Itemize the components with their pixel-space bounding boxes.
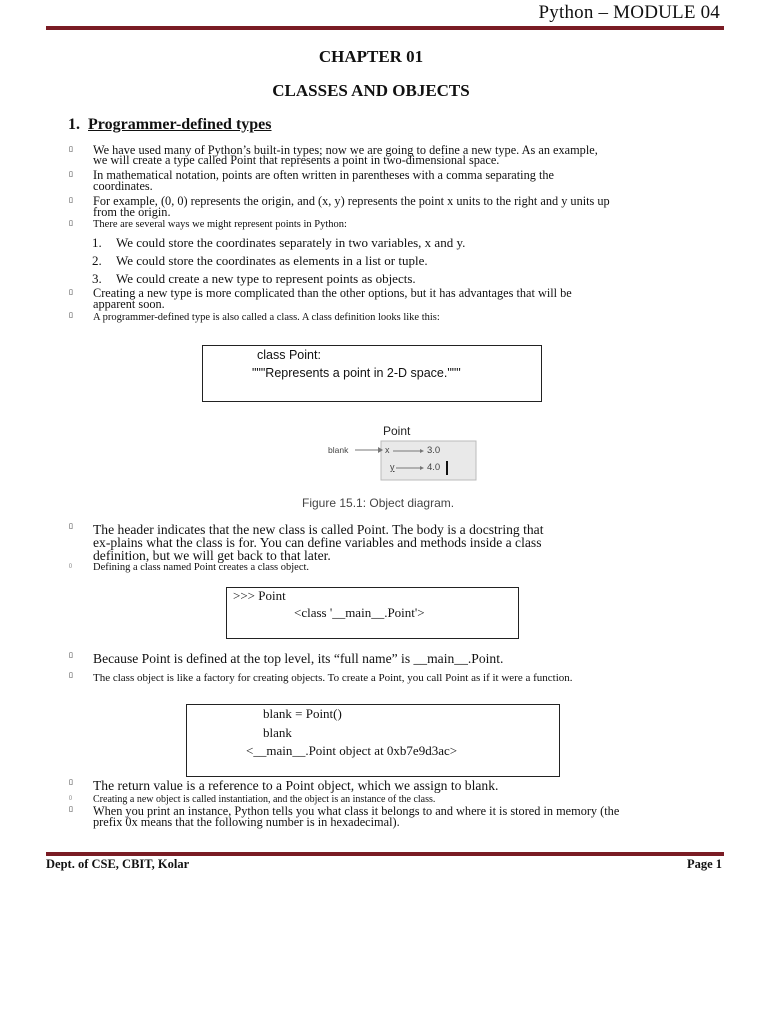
- figure-caption: Figure 15.1: Object diagram.: [302, 496, 455, 510]
- paragraph-line: from the origin.: [93, 205, 171, 219]
- list-item: 1. We could store the coordinates separately in two variables, x and y.: [92, 235, 466, 250]
- chapter-title: CLASSES AND OBJECTS: [272, 81, 470, 100]
- header-rule: [46, 26, 724, 30]
- bullet-marker: ▯: [69, 651, 73, 659]
- bullet-marker: ▯: [69, 196, 73, 204]
- bullet-marker: ▯: [69, 796, 72, 801]
- bullet-marker: ▯: [69, 170, 73, 178]
- bullet-marker: ▯: [69, 805, 73, 813]
- bullet-marker: ▯: [69, 522, 73, 530]
- attr-x-value: 3.0: [427, 445, 441, 456]
- bullet-marker: ▯: [69, 219, 73, 227]
- bullet-marker: ▯: [69, 145, 73, 153]
- bullet-marker: ▯: [69, 288, 73, 296]
- section-number: 1.: [68, 116, 80, 133]
- attr-y-value: 4.0: [427, 462, 441, 473]
- chapter-label: CHAPTER 01: [318, 47, 424, 66]
- paragraph-line: prefix 0x means that the following number is in hexadecimal).: [93, 815, 400, 829]
- paragraph-line: The header indicates that the new class is called Point. The body is a docstring that: [93, 522, 544, 537]
- footer-rule: [46, 852, 724, 856]
- bullet-marker: ▯: [69, 671, 73, 679]
- footer-department: Dept. of CSE, CBIT, Kolar: [46, 857, 190, 871]
- page-header-title: Python – MODULE 04: [538, 2, 720, 23]
- figure-frame-title: Point: [383, 424, 411, 438]
- paragraph-line: coordinates.: [93, 179, 153, 193]
- code-line: >>> Point: [233, 588, 286, 603]
- bullet-marker: ▯: [69, 564, 72, 569]
- section-title: Programmer-defined types: [88, 116, 272, 133]
- code-line: class Point:: [257, 348, 321, 362]
- paragraph-line: The class object is like a factory for creating objects. To create a Point, you call Point as if it were a function.: [93, 672, 573, 684]
- paragraph-line: definition, but we will get back to that later.: [93, 548, 331, 563]
- paragraph-line: In mathematical notation, points are often written in parentheses with a comma separating the: [93, 168, 554, 182]
- code-line: <__main__.Point object at 0xb7e9d3ac>: [246, 743, 458, 758]
- code-line: blank: [263, 725, 292, 740]
- figure-arrows: [320, 420, 490, 500]
- list-item: 3. We could create a new type to represent points as objects.: [92, 271, 416, 286]
- paragraph-line: Because Point is defined at the top level, its “full name” is __main__.Point.: [93, 651, 504, 666]
- attr-y-label: y: [390, 462, 395, 472]
- paragraph-line: When you print an instance, Python tells you what class it belongs to and where it is stored in memory (the: [93, 804, 620, 818]
- code-line: blank = Point(): [263, 706, 342, 721]
- bullet-marker: ▯: [69, 311, 73, 319]
- code-line: <class '__main__.Point'>: [294, 605, 425, 620]
- footer-page-number: Page 1: [686, 857, 722, 871]
- paragraph-line: apparent soon.: [93, 297, 165, 311]
- paragraph-line: Defining a class named Point creates a class object.: [93, 562, 310, 573]
- figure-variable-label: blank: [328, 445, 349, 455]
- paragraph-line: Creating a new object is called instantiation, and the object is an instance of the class.: [93, 794, 436, 805]
- paragraph-line: we will create a type called Point that represents a point in two-dimensional space.: [93, 153, 500, 167]
- paragraph-line: For example, (0, 0) represents the origin, and (x, y) represents the point x units to the right and y units up: [93, 194, 610, 208]
- code-box-instantiation: [186, 704, 560, 777]
- paragraph-line: Creating a new type is more complicated than the other options, but it has advantages that will be: [93, 286, 572, 300]
- list-item: 2. We could store the coordinates as elements in a list or tuple.: [92, 253, 428, 268]
- object-diagram-figure: [302, 420, 490, 518]
- bullet-marker: ▯: [69, 778, 73, 786]
- paragraph-line: We have used many of Python’s built-in types; now we are going to define a new type. As an example,: [93, 143, 598, 157]
- code-line: """Represents a point in 2-D space.""": [252, 366, 461, 380]
- paragraph-line: The return value is a reference to a Point object, which we assign to blank.: [93, 778, 499, 793]
- attr-x-label: x: [385, 445, 390, 455]
- section-heading: [68, 116, 272, 134]
- paragraph-line: There are several ways we might represent points in Python:: [93, 219, 347, 230]
- paragraph-line: A programmer-defined type is also called a class. A class definition looks like this:: [93, 312, 440, 323]
- paragraph-line: ex-plains what the class is for. You can define variables and methods inside a class: [93, 535, 542, 550]
